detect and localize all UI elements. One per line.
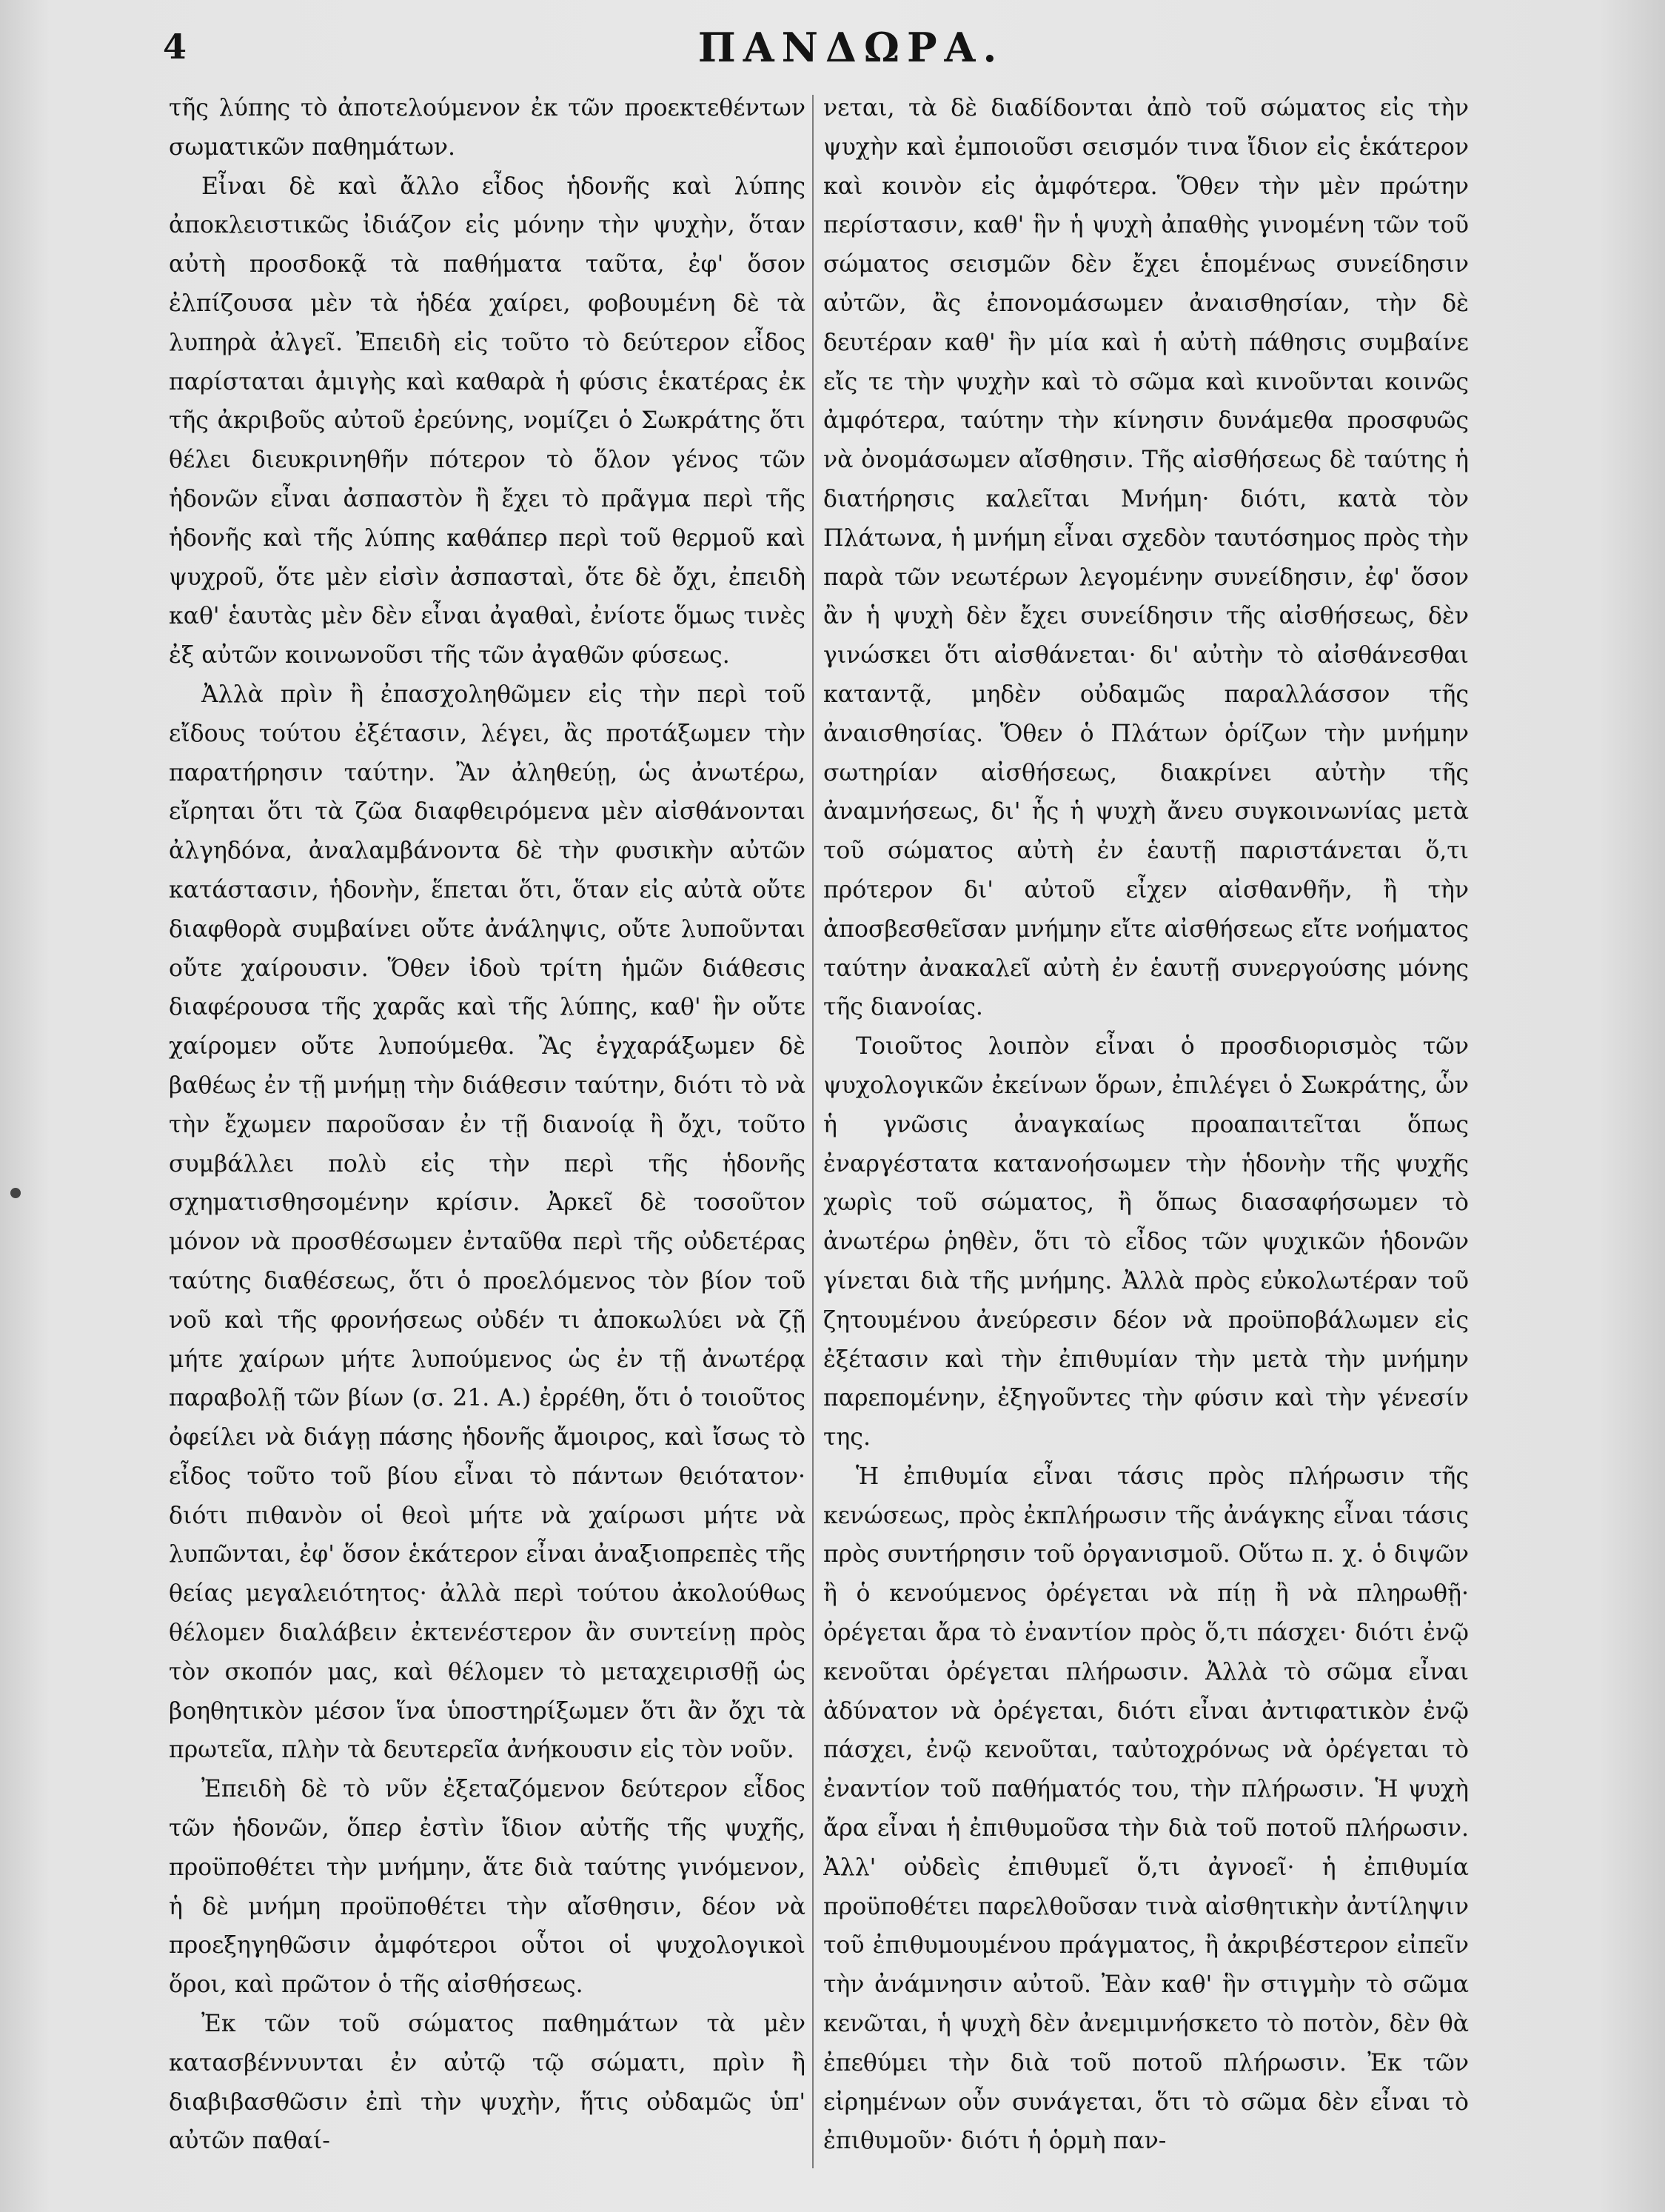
paragraph: Ἀλλὰ πρὶν ἢ ἐπασχοληθῶμεν εἰς τὴν περὶ τοῦ εἴδους τούτου ἐξέτασιν, λέγει, ἂς προτάξωμεν τὴν παρατήρησιν ταύτην. Ἂν ἀληθεύῃ, ὡς ἀνωτέρω, εἴρηται ὅτι τὰ ζῶα διαφθειρόμενα μὲν αἰσθάνονται ἀλγηδόνα, ἀναλαμβάνοντα δὲ τὴν φυσικὴν αὐτῶν κατάστασιν, ἡδονὴν, ἕπεται ὅτι, ὅταν εἰς αὐτὰ οὔτε διαφθορὰ συμβαίνει οὔτε ἀνάληψις, οὔτε λυποῦνται οὔτε χαίρουσιν. Ὅθεν ἰδοὺ τρίτη ἡμῶν διάθεσις διαφέρουσα τῆς χαρᾶς καὶ τῆς λύπης, καθ' ἣν οὔτε χαίρομεν οὔτε λυπούμεθα. Ἂς ἐγχαράξωμεν δὲ βαθέως ἐν τῇ μνήμῃ τὴν διάθεσιν ταύτην, διότι τὸ νὰ τὴν ἔχωμεν παροῦσαν ἐν τῇ διανοίᾳ ἢ ὄχι, τοῦτο συμβάλλει πολὺ εἰς τὴν περὶ τῆς ἡδονῆς σχηματισθησομένην κρίσιν. Ἀρκεῖ δὲ τοσοῦτον μόνον νὰ προσθέσωμεν ἐνταῦθα περὶ τῆς οὐδετέρας ταύτης διαθέσεως, ὅτι ὁ προελόμενος τὸν βίον τοῦ νοῦ καὶ τῆς φρονήσεως οὐδέν τι ἀποκωλύει νὰ ζῇ μήτε χαίρων μήτε λυπούμενος ὡς ἐν τῇ ἀνωτέρᾳ παραβολῇ τῶν βίων (σ. 21. Α.) ἐρρέθη, ὅτι ὁ τοιοῦτος ὀφείλει νὰ διάγῃ πάσης ἡδονῆς ἄμοιρος, καὶ ἴσως τὸ εἶδος τοῦτο τοῦ βίου εἶναι τὸ πάντων θειότατον· διότι πιθανὸν οἱ θεοὶ μήτε νὰ χαίρωσι μήτε νὰ λυπῶνται, ἐφ' ὅσον ἑκάτερον εἶναι ἀναξιοπρεπὲς τῆς θείας μεγαλειότητος· ἀλλὰ περὶ τούτου ἀκολούθως θέλομεν διαλάβειν ἐκτενέστερον ἂν συντείνῃ πρὸς τὸν σκοπόν μας, καὶ θέλομεν τὸ μεταχειρισθῇ ὡς βοηθητικὸν μέσον ἵνα ὑποστηρίξωμεν ὅτι ἂν ὄχι τὰ πρωτεῖα, πλὴν τὰ δευτερεῖα ἀνήκουσιν εἰς τὸν νοῦν. [169, 681, 805, 1764]
paragraph: Τοιοῦτος λοιπὸν εἶναι ὁ προσδιορισμὸς τῶν ψυχολογικῶν ἐκείνων ὅρων, ἐπιλέγει ὁ Σωκράτης, ὧν ἡ γνῶσις ἀναγκαίως προαπαιτεῖται ὅπως ἐναργέστατα κατανοήσωμεν τὴν ἡδονὴν τῆς ψυχῆς χωρὶς τοῦ σώματος, ἢ ὅπως διασαφήσωμεν τὸ ἀνωτέρω ῥηθὲν, ὅτι τὸ εἶδος τῶν ψυχικῶν ἡδονῶν γίνεται διὰ τῆς μνήμης. Ἀλλὰ πρὸς εὐκολωτέραν τοῦ ζητουμένου ἀνεύρεσιν δέον νὰ προϋποβάλωμεν εἰς ἐξέτασιν καὶ τὴν ἐπιθυμίαν τὴν μετὰ τὴν μνήμην παρεπομένην, ἐξηγοῦντες τὴν φύσιν καὶ τὴν γένεσίν της. [823, 1033, 1469, 1451]
right-column [823, 89, 1469, 2185]
paragraph: Εἶναι δὲ καὶ ἄλλο εἶδος ἡδονῆς καὶ λύπης ἀποκλειστικῶς ἰδιάζον εἰς μόνην τὴν ψυχὴν, ὅταν αὐτὴ προσδοκᾷ τὰ παθήματα ταῦτα, ἐφ' ὅσον ἐλπίζουσα μὲν τὰ ἡδέα χαίρει, φοβουμένη δὲ τὰ λυπηρὰ ἀλγεῖ. Ἐπειδὴ εἰς τοῦτο τὸ δεύτερον εἶδος παρίσταται ἀμιγὴς καὶ καθαρὰ ἡ φύσις ἑκατέρας ἐκ τῆς ἀκριβοῦς αὐτοῦ ἐρεύνης, νομίζει ὁ Σωκράτης ὅτι θέλει διευκρινηθῆν πότερον τὸ ὅλον γένος τῶν ἡδονῶν εἶναι ἀσπαστὸν ἢ ἔχει τὸ πρᾶγμα περὶ τῆς ἡδονῆς καὶ τῆς λύπης καθάπερ περὶ τοῦ θερμοῦ καὶ ψυχροῦ, ὅτε μὲν εἰσὶν ἀσπασταὶ, ὅτε δὲ ὄχι, ἐπειδὴ καθ' ἑαυτὰς μὲν δὲν εἶναι ἀγαθαὶ, ἐνίοτε ὅμως τινὲς ἐξ αὐτῶν κοινωνοῦσι τῆς τῶν ἀγαθῶν φύσεως. [169, 173, 805, 669]
page-header [148, 21, 1554, 80]
left-column [169, 89, 805, 2185]
paragraph: τῆς λύπης τὸ ἀποτελούμενον ἐκ τῶν προεκτεθέντων σωματικῶν παθημάτων. [169, 95, 805, 161]
column-divider [812, 95, 814, 2168]
paragraph: Ἐκ τῶν τοῦ σώματος παθημάτων τὰ μὲν κατασβέννυνται ἐν αὐτῷ τῷ σώματι, πρὶν ἢ διαβιβασθῶσιν ἐπὶ τὴν ψυχὴν, ἥτις οὐδαμῶς ὑπ' αὐτῶν παθαί- [169, 2011, 805, 2155]
paragraph: Ἐπειδὴ δὲ τὸ νῦν ἐξεταζόμενον δεύτερον εἶδος τῶν ἡδονῶν, ὅπερ ἐστὶν ἴδιον αὐτῆς τῆς ψυχῆς, προϋποθέτει τὴν μνήμην, ἅτε διὰ ταύτης γινόμενον, ἡ δὲ μνήμη προϋποθέτει τὴν αἴσθησιν, δέον νὰ προεξηγηθῶσιν ἀμφότεροι οὗτοι οἱ ψυχολογικοὶ ὅροι, καὶ πρῶτον ὁ τῆς αἰσθήσεως. [169, 1776, 805, 1999]
paragraph: Ἡ ἐπιθυμία εἶναι τάσις πρὸς πλήρωσιν τῆς κενώσεως, πρὸς ἐκπλήρωσιν τῆς ἀνάγκης εἶναι τάσις πρὸς συντήρησιν τοῦ ὀργανισμοῦ. Οὕτω π. χ. ὁ διψῶν ἢ ὁ κενούμενος ὀρέγεται νὰ πίῃ ἢ νὰ πληρωθῇ· ὀρέγεται ἄρα τὸ ἐναντίον πρὸς ὅ,τι πάσχει· διότι ἐνῷ κενοῦται ὀρέγεται πλήρωσιν. Ἀλλὰ τὸ σῶμα εἶναι ἀδύνατον νὰ ὀρέγεται, διότι εἶναι ἀντιφατικὸν ἐνῷ πάσχει, ἐνῷ κενοῦται, ταὐτοχρόνως νὰ ὀρέγεται τὸ ἐναντίον τοῦ παθήματός του, τὴν πλήρωσιν. Ἡ ψυχὴ ἄρα εἶναι ἡ ἐπιθυμοῦσα τὴν διὰ τοῦ ποτοῦ πλήρωσιν. Ἀλλ' οὐδεὶς ἐπιθυμεῖ ὅ,τι ἀγνοεῖ· ἡ ἐπιθυμία προϋποθέτει παρελθοῦσαν τινὰ αἰσθητικὴν ἀντίληψιν τοῦ ἐπιθυμουμένου πράγματος, ἢ ἀκριβέστερον εἰπεῖν τὴν ἀνάμνησιν αὐτοῦ. Ἐὰν καθ' ἣν στιγμὴν τὸ σῶμα κενῶται, ἡ ψυχὴ δὲν ἀνεμιμνήσκετο τὸ ποτὸν, δὲν θὰ ἐπεθύμει τὴν διὰ τοῦ ποτοῦ πλήρωσιν. Ἐκ τῶν εἰρημένων οὖν συνάγεται, ὅτι τὸ σῶμα δὲν εἶναι τὸ ἐπιθυμοῦν· διότι ἡ ὁρμὴ παν- [823, 1463, 1469, 2155]
ink-spot [10, 1188, 21, 1198]
page-number: 4 [163, 27, 187, 67]
journal-title: ΠΑΝΔΩΡΑ. [697, 24, 1005, 71]
paragraph: νεται, τὰ δὲ διαδίδονται ἀπὸ τοῦ σώματος εἰς τὴν ψυχὴν καὶ ἐμποιοῦσι σεισμόν τινα ἴδιον εἰς ἑκάτερον καὶ κοινὸν εἰς ἀμφότερα. Ὅθεν τὴν μὲν πρώτην περίστασιν, καθ' ἣν ἡ ψυχὴ ἀπαθὴς γινομένη τῶν τοῦ σώματος σεισμῶν δὲν ἔχει ἑπομένως συνείδησιν αὐτῶν, ἂς ἐπονομάσωμεν ἀναισθησίαν, τὴν δὲ δευτέραν καθ' ἣν μία καὶ ἡ αὐτὴ πάθησις συμβαίνε εἴς τε τὴν ψυχὴν καὶ τὸ σῶμα καὶ κινοῦνται κοινῶς ἀμφότερα, ταύτην τὴν κίνησιν δυνάμεθα προσφυῶς νὰ ὀνομάσωμεν αἴσθησιν. Τῆς αἰσθήσεως δὲ ταύτης ἡ διατήρησις καλεῖται Μνήμη· διότι, κατὰ τὸν Πλάτωνα, ἡ μνήμη εἶναι σχεδὸν ταυτόσημος πρὸς τὴν παρὰ τῶν νεωτέρων λεγομένην συνείδησιν, ἐφ' ὅσον ἂν ἡ ψυχὴ δὲν ἔχει συνείδησιν τῆς αἰσθήσεως, δὲν γινώσκει ὅτι αἰσθάνεται· δι' αὐτὴν τὸ αἰσθάνεσθαι καταντᾷ, μηδὲν οὐδαμῶς παραλλάσσον τῆς ἀναισθησίας. Ὅθεν ὁ Πλάτων ὁρίζων τὴν μνήμην σωτηρίαν αἰσθήσεως, διακρίνει αὐτὴν τῆς ἀναμνήσεως, δι' ἧς ἡ ψυχὴ ἄνευ συγκοινωνίας μετὰ τοῦ σώματος αὐτὴ ἐν ἑαυτῇ παριστάνεται ὅ,τι πρότερον δι' αὐτοῦ εἶχεν αἰσθανθῆν, ἢ τὴν ἀποσβεσθεῖσαν μνήμην εἴτε αἰσθήσεως εἴτε νοήματος ταύτην ἀνακαλεῖ αὐτὴ ἐν ἑαυτῇ συνεργούσης μόνης τῆς διανοίας. [823, 95, 1469, 1021]
